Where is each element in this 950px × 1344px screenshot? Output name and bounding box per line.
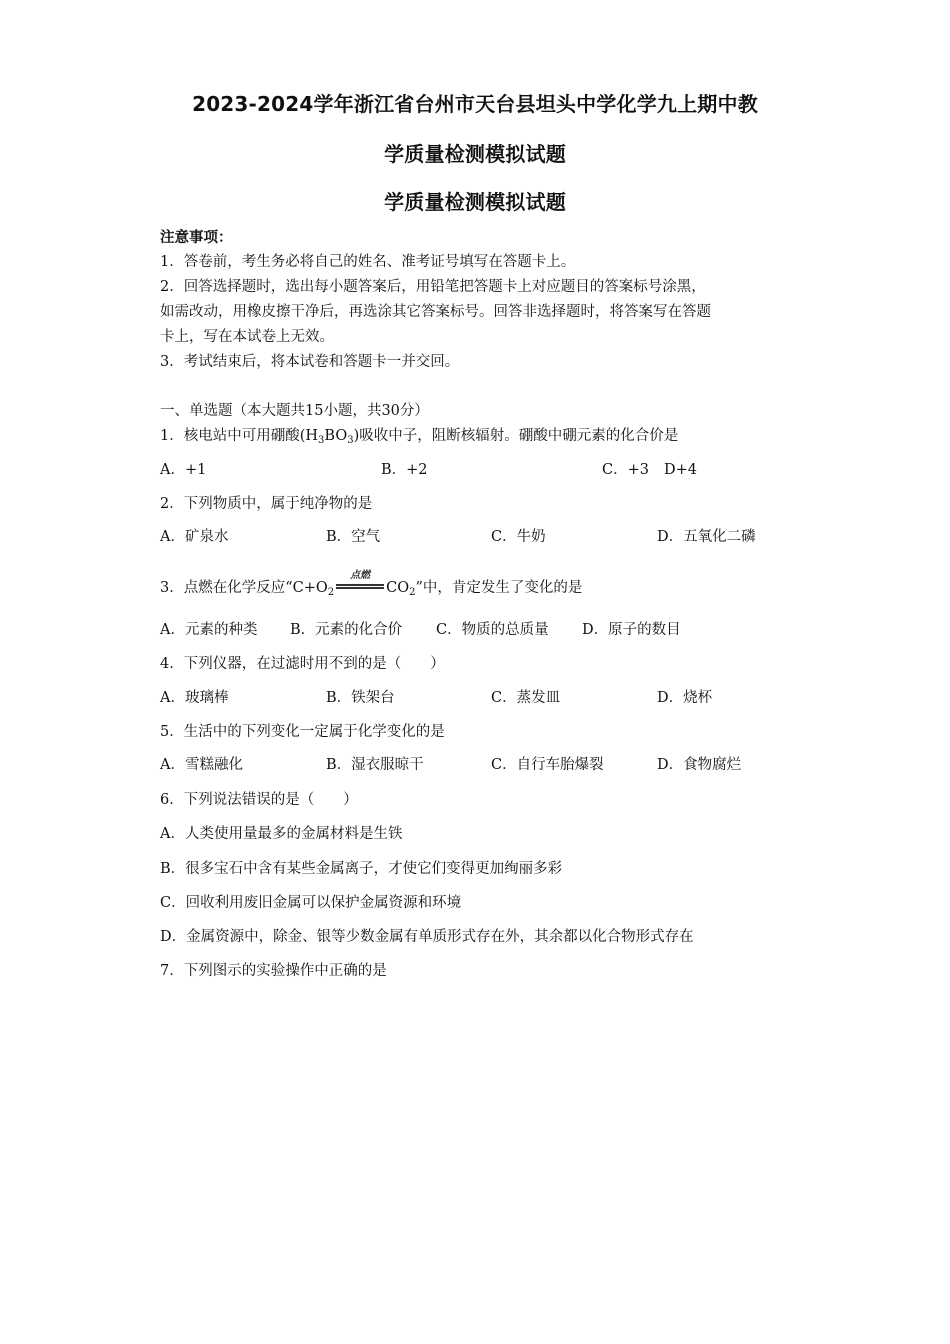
question-4: 4．下列仪器，在过滤时用不到的是（ ）	[160, 656, 445, 672]
question-1-subscript-a: 3	[318, 435, 325, 446]
section-heading: 一、单选题（本大题共15小题，共30分）	[160, 403, 429, 419]
q6-option-c: C．回收利用废旧金属可以保护金属资源和环境	[160, 895, 462, 911]
reaction-condition-label: 点燃	[350, 570, 371, 581]
q5-option-b: B．湿衣服晾干	[326, 757, 424, 773]
q4-option-b: B．铁架台	[326, 690, 395, 706]
question-3-text-c: ”中，肯定发生了变化的是	[415, 580, 583, 596]
q5-option-c: C．自行车胎爆裂	[491, 757, 604, 773]
notice-item-3: 3．考试结束后，将本试卷和答题卡一并交回。	[160, 354, 460, 370]
question-3-text-b: CO	[386, 580, 410, 596]
notice-item-2: 2．回答选择题时，选出每小题答案后，用铅笔把答题卡上对应题目的答案标号涂黑，	[160, 279, 706, 295]
question-1-subscript-b: 3	[347, 435, 354, 446]
q3-option-c: C．物质的总质量	[436, 622, 549, 638]
q2-option-c: C．牛奶	[491, 529, 546, 545]
question-1	[160, 426, 678, 451]
question-3-subscript-a: 2	[327, 587, 335, 598]
question-2: 2．下列物质中，属于纯净物的是	[160, 496, 373, 512]
q6-option-d: D．金属资源中，除金、银等少数金属有单质形式存在外，其余都以化合物形式存在	[160, 929, 694, 945]
q6-option-a: A．人类使用量最多的金属材料是生铁	[160, 826, 403, 842]
page-subtitle: 学质量检测模拟试题	[384, 190, 566, 214]
notice-item-1: 1．答卷前，考生务必将自己的姓名、准考证号填写在答题卡上。	[160, 254, 576, 270]
q3-option-d: D．原子的数目	[582, 622, 681, 638]
question-5: 5．生活中的下列变化一定属于化学变化的是	[160, 724, 445, 740]
q2-option-a: A．矿泉水	[160, 529, 229, 545]
notice-heading: 注意事项：	[160, 229, 233, 246]
q4-option-a: A．玻璃棒	[160, 690, 229, 706]
q4-option-d: D．烧杯	[657, 690, 713, 706]
q1-option-c: C．+3	[602, 462, 649, 478]
question-6: 6．下列说法错误的是（ ）	[160, 792, 358, 808]
question-1-text-a: 1．核电站中可用硼酸(H	[160, 428, 319, 444]
reaction-condition-arrow	[334, 570, 386, 594]
q2-option-b: B．空气	[326, 529, 381, 545]
question-7: 7．下列图示的实验操作中正确的是	[160, 963, 387, 979]
question-3-subscript-b: 2	[409, 587, 416, 598]
q3-option-b: B．元素的化合价	[290, 622, 403, 638]
q1-option-a: A．+1	[160, 462, 207, 478]
q5-option-d: D．食物腐烂	[657, 757, 742, 773]
notice-item-2-cont-2: 卡上，写在本试卷上无效。	[160, 329, 334, 345]
question-3-text-a: 3．点燃在化学反应“C+O	[160, 580, 328, 596]
question-1-text-c: )吸收中子，阻断核辐射。硼酸中硼元素的化合价是	[353, 428, 679, 444]
question-3	[160, 570, 583, 603]
page-title-line-1: 2023-2024学年浙江省台州市天台县坦头中学化学九上期中教	[192, 92, 758, 116]
q1-option-d: D+4	[664, 462, 698, 478]
question-1-text-b: BO	[324, 428, 348, 444]
page-title-line-2: 学质量检测模拟试题	[384, 142, 566, 166]
notice-item-2-cont-1: 如需改动，用橡皮擦干净后，再选涂其它答案标号。回答非选择题时，将答案写在答题	[160, 304, 711, 320]
q2-option-d: D．五氧化二磷	[657, 529, 756, 545]
q5-option-a: A．雪糕融化	[160, 757, 243, 773]
q1-option-b: B．+2	[381, 462, 428, 478]
q4-option-c: C．蒸发皿	[491, 690, 561, 706]
q3-option-a: A．元素的种类	[160, 622, 258, 638]
q6-option-b: B．很多宝石中含有某些金属离子，才使它们变得更加绚丽多彩	[160, 861, 563, 877]
